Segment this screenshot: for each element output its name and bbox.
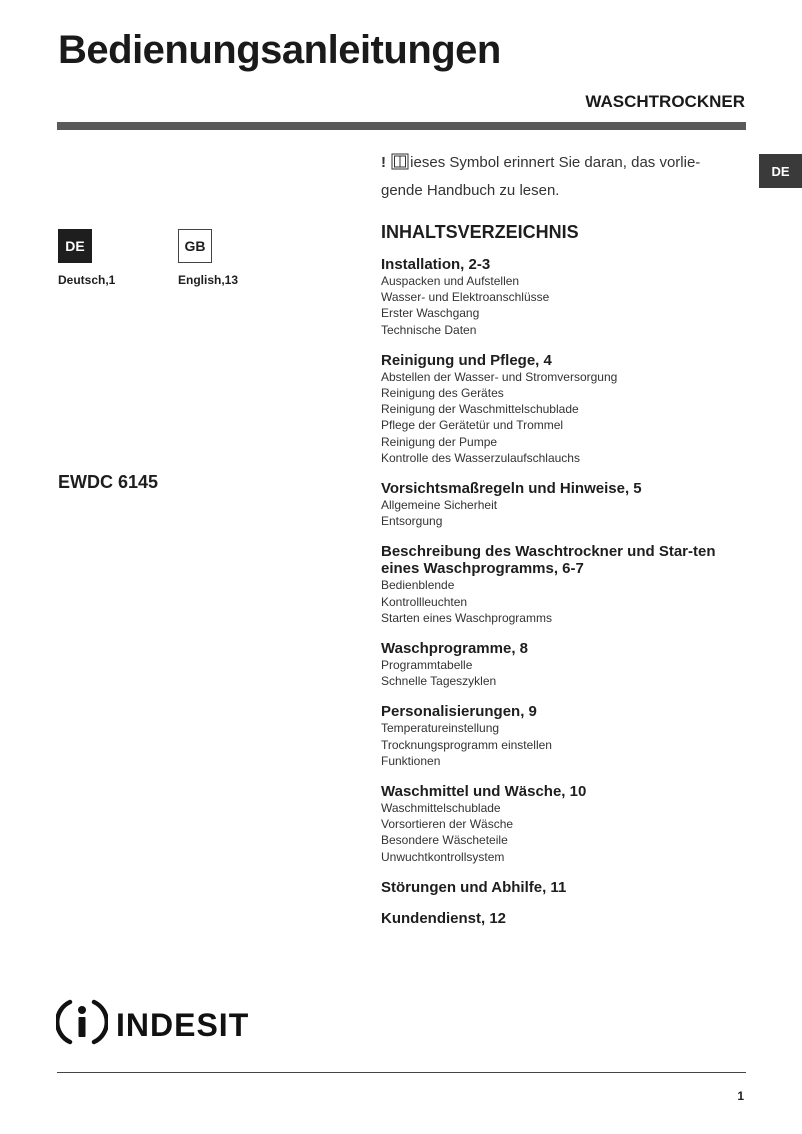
language-block-gb [178,229,238,287]
toc-item: Temperatureinstellung [381,721,500,736]
toc-section-title: Personalisierungen, 9 [381,703,537,721]
toc-section [381,879,751,896]
toc-section [381,640,751,689]
toc-item: Auspacken und Aufstellen [381,274,520,288]
toc-section [381,256,751,338]
toc-section [381,703,751,769]
toc-section-title: Waschmittel und Wäsche, 10 [381,783,587,801]
toc-section [381,543,751,626]
toc-item: Wasser- und Elektroanschlüsse [381,290,550,305]
table-of-contents [381,256,751,941]
toc-section-title: Störungen und Abhilfe, 11 [381,878,567,896]
language-caption-de: Deutsch,1 [58,273,116,287]
page-number: 1 [737,1089,744,1103]
toc-section [381,910,751,927]
toc-item: Besondere Wäscheteile [381,833,508,848]
toc-section [381,480,751,529]
toc-section-title: Installation, 2-3 [381,256,491,273]
toc-item: Reinigung der Pumpe [381,434,498,449]
language-block-de [58,229,115,287]
toc-section-title: Waschprogramme, 8 [381,640,528,658]
toc-item: Programmtabelle [381,658,473,673]
logo-wordmark: INDESIT [116,1006,250,1043]
book-icon [391,153,409,178]
language-badge-gb: GB [178,229,212,263]
notice-text: ieses Symbol erinnert Sie daran, das vorlie-gende Handbuch zu lesen. [381,154,701,199]
document-subtitle: WASCHTROCKNER [585,92,745,111]
header-rule [57,122,746,130]
notice-exclamation: ! [381,154,386,171]
indesit-logo-icon [56,996,108,1053]
toc-item: Starten eines Waschprogramms [381,610,552,625]
toc-item: Allgemeine Sicherheit [381,498,498,513]
toc-heading: INHALTSVERZEICHNIS [381,222,579,242]
toc-section [381,352,751,466]
toc-item: Erster Waschgang [381,306,480,321]
toc-item: Reinigung der Waschmittelschublade [381,402,579,417]
toc-section [381,783,751,865]
toc-section-title: Vorsichtsmaßregeln und Hinweise, 5 [381,480,642,498]
language-caption-gb: English,13 [178,273,239,287]
toc-item: Waschmittelschublade [381,801,501,816]
footer-rule [57,1072,746,1073]
language-badge-de: DE [58,229,92,263]
read-manual-notice [381,150,731,203]
language-side-tab: DE [759,154,802,188]
toc-section-title: Reinigung und Pflege, 4 [381,351,552,369]
toc-item: Entsorgung [381,514,443,529]
toc-item: Pflege der Gerätetür und Trommel [381,418,564,433]
toc-item: Funktionen [381,753,441,768]
toc-item: Kontrollleuchten [381,594,468,609]
toc-item: Abstellen der Wasser- und Stromversorgung [381,369,618,384]
toc-item: Schnelle Tageszyklen [381,674,497,689]
toc-item: Bedienblende [381,578,455,593]
model-number: EWDC 6145 [58,472,159,492]
toc-section-title: Kundendienst, 12 [381,909,507,927]
toc-section-title: Beschreibung des Waschtrockner und Star-ten eines Waschprogramms, 6-7 [381,543,716,578]
toc-item: Trocknungsprogramm einstellen [381,737,552,752]
toc-item: Technische Daten [381,322,477,337]
toc-item: Unwuchtkontrollsystem [381,849,505,864]
toc-item: Vorsortieren der Wäsche [381,817,514,832]
indesit-logo [56,996,249,1053]
toc-item: Reinigung des Gerätes [381,386,504,401]
page-title: Bedienungsanleitungen [58,28,501,72]
toc-item: Kontrolle des Wasserzulaufschlauchs [381,450,580,465]
